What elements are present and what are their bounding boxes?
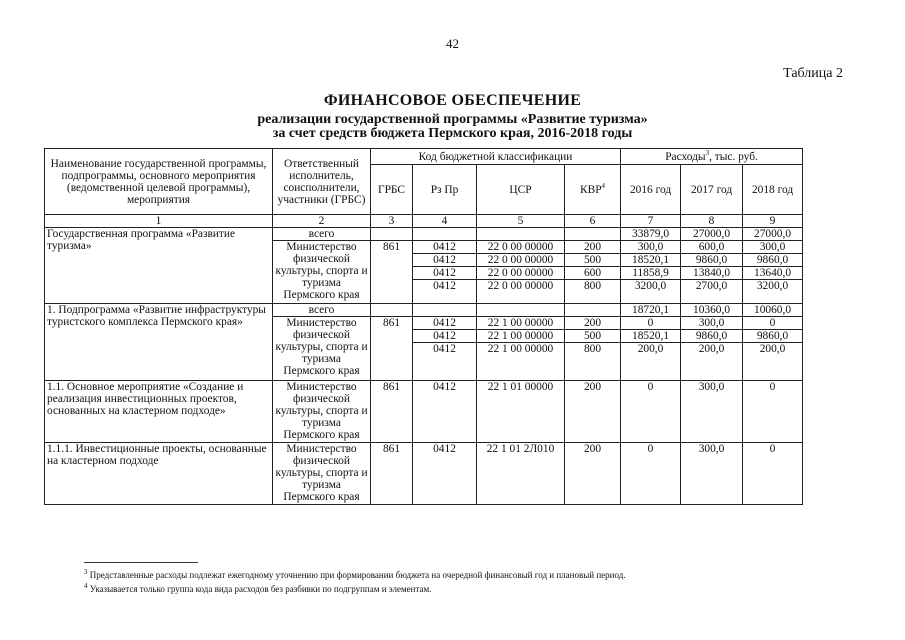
table-row [45, 381, 803, 443]
cell-2017: 2700,0 [681, 280, 743, 304]
cell-csr: 22 1 00 00000 [477, 317, 565, 330]
cell-grbs: 861 [371, 381, 413, 443]
cell-2017: 200,0 [681, 343, 743, 381]
cell-2016: 200,0 [621, 343, 681, 381]
cell-2017: 9860,0 [681, 330, 743, 343]
cell-csr: 22 1 01 00000 [477, 381, 565, 443]
cell-rzpr: 0412 [413, 267, 477, 280]
cell-2017: 300,0 [681, 381, 743, 443]
cell-2016: 0 [621, 381, 681, 443]
table-row [45, 228, 803, 241]
cell-rzpr: 0412 [413, 343, 477, 381]
footnote-divider [84, 562, 198, 563]
cell-2016: 0 [621, 443, 681, 505]
subtitle-line-2: за счет средств бюджета Пермского края, 2016-2018 годы [272, 126, 633, 141]
col-number: 9 [743, 215, 803, 228]
cell-2016: 3200,0 [621, 280, 681, 304]
cell-csr: 22 0 00 00000 [477, 267, 565, 280]
cell-kvr: 200 [565, 317, 621, 330]
header-name: Наименование государственной программы, подпрограммы, основного мероприятия (ведомственной целевой программы), мероприятия [45, 149, 273, 215]
cell-kvr: 200 [565, 443, 621, 505]
cell-kvr: 200 [565, 381, 621, 443]
table-row [45, 304, 803, 317]
cell-csr: 22 1 00 00000 [477, 343, 565, 381]
cell-2018: 13640,0 [743, 267, 803, 280]
program-total-2018: 27000,0 [743, 228, 803, 241]
cell-kvr: 500 [565, 254, 621, 267]
program-total-2016: 33879,0 [621, 228, 681, 241]
footnote-4 [84, 584, 431, 594]
cell-2016: 0 [621, 317, 681, 330]
cell-2017: 300,0 [681, 317, 743, 330]
col-number: 6 [565, 215, 621, 228]
cell-kvr: 200 [565, 241, 621, 254]
cell-2016: 300,0 [621, 241, 681, 254]
footnote-4-text: Указывается только группа кода вида расходов без разбивки по подгруппам и элементам. [89, 584, 432, 594]
header-2018: 2018 год [743, 165, 803, 215]
cell-2017: 9860,0 [681, 254, 743, 267]
cell-csr: 22 1 01 2Л010 [477, 443, 565, 505]
header-csr: ЦСР [477, 165, 565, 215]
header-kvr-label: КВР [580, 183, 602, 196]
cell-2018: 3200,0 [743, 280, 803, 304]
cell-2016: 18520,1 [621, 254, 681, 267]
footnote-3 [84, 570, 626, 580]
header-code-group: Код бюджетной классификации [371, 149, 621, 165]
subprogram-name: 1. Подпрограмма «Развитие инфраструктуры туристского комплекса Пермского края» [45, 304, 273, 381]
program-executor: Министерство физической культуры, спорта и туризма Пермского края [273, 241, 371, 304]
activity-executor: Министерство физической культуры, спорта и туризма Пермского края [273, 381, 371, 443]
document-title: ФИНАНСОВОЕ ОБЕСПЕЧЕНИЕ [323, 92, 582, 109]
cell-rzpr: 0412 [413, 254, 477, 267]
program-total-2017: 27000,0 [681, 228, 743, 241]
cell-2018: 9860,0 [743, 254, 803, 267]
cell-2018: 0 [743, 381, 803, 443]
header-expenses [621, 149, 803, 165]
cell-2016: 18520,1 [621, 330, 681, 343]
financial-table [44, 148, 803, 505]
cell-rzpr: 0412 [413, 381, 477, 443]
program-name: Государственная программа «Развитие туризма» [45, 228, 273, 304]
col-number: 3 [371, 215, 413, 228]
col-number: 4 [413, 215, 477, 228]
header-expenses-label: Расходы [665, 150, 706, 163]
subtitle-line-1: реализации государственной программы «Развитие туризма» [257, 112, 648, 127]
cell-2017: 13840,0 [681, 267, 743, 280]
header-expenses-unit: , тыс. руб. [709, 150, 758, 163]
cell-kvr: 800 [565, 343, 621, 381]
cell-csr: 22 0 00 00000 [477, 254, 565, 267]
header-2017: 2017 год [681, 165, 743, 215]
col-number: 2 [273, 215, 371, 228]
header-rzpr: Рз Пр [413, 165, 477, 215]
col-number: 1 [45, 215, 273, 228]
activity-name: 1.1. Основное мероприятие «Создание и реализация инвестиционных проектов, основанных на кластерном подходе» [45, 381, 273, 443]
subprogram-grbs: 861 [371, 317, 413, 381]
footnote-3-text: Представленные расходы подлежат ежегодному уточнению при формировании бюджета на очередной финансовый год и плановый период. [89, 570, 626, 580]
subprogram-total-2017: 10360,0 [681, 304, 743, 317]
measure-executor: Министерство физической культуры, спорта и туризма Пермского края [273, 443, 371, 505]
col-number: 8 [681, 215, 743, 228]
cell-csr: 22 1 00 00000 [477, 330, 565, 343]
cell-kvr: 500 [565, 330, 621, 343]
cell-2018: 0 [743, 317, 803, 330]
header-grbs: ГРБС [371, 165, 413, 215]
cell-rzpr: 0412 [413, 330, 477, 343]
cell-rzpr: 0412 [413, 443, 477, 505]
cell-2018: 300,0 [743, 241, 803, 254]
cell-2018: 200,0 [743, 343, 803, 381]
header-kvr-footnote-mark: 4 [601, 181, 606, 190]
footnote-3-mark: 3 [84, 568, 88, 576]
cell-kvr: 600 [565, 267, 621, 280]
cell-2017: 600,0 [681, 241, 743, 254]
footnote-4-mark: 4 [84, 582, 88, 590]
table-label: Таблица 2 [783, 66, 843, 81]
cell-csr: 22 0 00 00000 [477, 280, 565, 304]
cell-2018: 0 [743, 443, 803, 505]
header-executor: Ответственный исполнитель, соисполнители, участники (ГРБС) [273, 149, 371, 215]
subprogram-total-2016: 18720,1 [621, 304, 681, 317]
col-number: 7 [621, 215, 681, 228]
header-kvr [565, 165, 621, 215]
measure-name: 1.1.1. Инвестиционные проекты, основанные на кластерном подходе [45, 443, 273, 505]
page-number: 42 [446, 36, 459, 51]
cell-2017: 300,0 [681, 443, 743, 505]
header-expenses-footnote-mark: 3 [705, 148, 710, 157]
col-number: 5 [477, 215, 565, 228]
cell-2016: 11858,9 [621, 267, 681, 280]
program-total-label: всего [273, 228, 371, 241]
header-2016: 2016 год [621, 165, 681, 215]
subprogram-executor: Министерство физической культуры, спорта и туризма Пермского края [273, 317, 371, 381]
cell-grbs: 861 [371, 443, 413, 505]
cell-rzpr: 0412 [413, 241, 477, 254]
table-row [45, 443, 803, 505]
program-grbs: 861 [371, 241, 413, 304]
subprogram-total-label: всего [273, 304, 371, 317]
cell-rzpr: 0412 [413, 280, 477, 304]
subprogram-total-2018: 10060,0 [743, 304, 803, 317]
cell-2018: 9860,0 [743, 330, 803, 343]
cell-kvr: 800 [565, 280, 621, 304]
cell-csr: 22 0 00 00000 [477, 241, 565, 254]
cell-rzpr: 0412 [413, 317, 477, 330]
